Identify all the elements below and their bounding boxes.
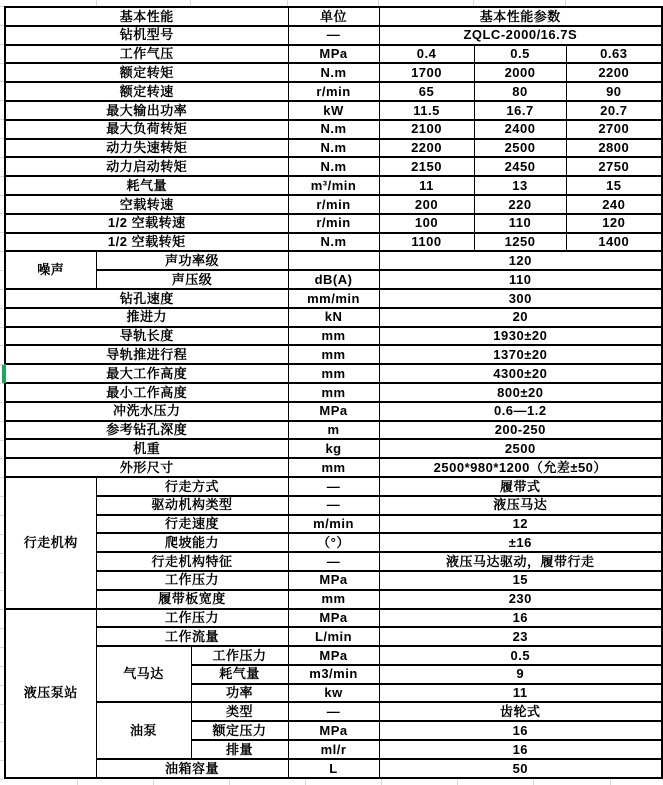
sheet-gridline xyxy=(0,458,4,459)
label-cell[interactable]: 1/2 空载转矩 xyxy=(5,233,288,252)
sheet-gridline xyxy=(0,195,4,196)
sheet-gridline xyxy=(0,176,4,177)
unit-cell[interactable]: ml/r xyxy=(288,740,379,759)
table-row xyxy=(5,233,662,252)
sheet-gridline xyxy=(565,0,566,6)
value-cell[interactable]: 0.4 xyxy=(379,45,474,64)
table-row xyxy=(5,421,662,440)
value-cell[interactable]: 80 xyxy=(474,82,566,101)
sheet-gridline xyxy=(0,779,4,780)
header-cell[interactable]: 基本性能参数 xyxy=(379,7,662,26)
sheet-gridline xyxy=(0,157,4,158)
unit-cell[interactable]: r/min xyxy=(288,195,379,214)
unit-cell[interactable]: m/min xyxy=(288,515,379,534)
sheet-gridline xyxy=(0,440,4,441)
sheet-gridline xyxy=(0,477,4,478)
table-row xyxy=(5,383,662,402)
value-cell[interactable]: 11.5 xyxy=(379,101,474,120)
sheet-gridline xyxy=(305,779,306,785)
label-cell[interactable]: 工作压力 xyxy=(191,646,288,665)
table-row xyxy=(5,590,662,609)
value-cell[interactable]: ZQLC-2000/16.7S xyxy=(379,26,662,45)
label-cell[interactable]: 工作压力 xyxy=(96,609,288,628)
section-cell[interactable]: 噪声 xyxy=(5,251,96,289)
sheet-gridline xyxy=(96,0,97,6)
unit-cell[interactable]: mm xyxy=(288,327,379,346)
sheet-gridline xyxy=(0,25,4,26)
value-cell[interactable]: 2000 xyxy=(474,63,566,82)
value-cell[interactable]: 65 xyxy=(379,82,474,101)
sheet-gridline xyxy=(378,0,379,6)
sheet-gridline xyxy=(0,383,4,384)
table-row xyxy=(5,251,662,270)
label-cell[interactable]: 导轨推进行程 xyxy=(5,345,288,364)
label-cell[interactable]: 声功率级 xyxy=(96,251,288,270)
sheet-gridline xyxy=(0,213,4,214)
section-cell[interactable]: 行走机构 xyxy=(5,477,96,609)
value-cell[interactable]: 230 xyxy=(379,590,662,609)
sheet-gridline xyxy=(0,232,4,233)
header-cell[interactable]: 单位 xyxy=(288,7,379,26)
sheet-gridline xyxy=(0,534,4,535)
value-cell[interactable]: 90 xyxy=(566,82,662,101)
value-cell[interactable]: 2100 xyxy=(379,120,474,139)
sheet-gridline xyxy=(0,647,4,648)
table-row xyxy=(5,63,662,82)
unit-cell[interactable]: N.m xyxy=(288,120,379,139)
value-cell[interactable]: 50 xyxy=(379,759,662,778)
unit-cell[interactable]: MPa xyxy=(288,402,379,421)
unit-cell[interactable]: r/min xyxy=(288,214,379,233)
value-cell[interactable]: 11 xyxy=(379,176,474,195)
value-cell[interactable]: 12 xyxy=(379,515,662,534)
value-cell[interactable]: 300 xyxy=(379,289,662,308)
value-cell[interactable]: 13 xyxy=(474,176,566,195)
unit-cell[interactable]: L xyxy=(288,759,379,778)
sheet-gridline xyxy=(381,779,382,785)
table-row xyxy=(5,289,662,308)
table-row xyxy=(5,458,662,477)
sheet-gridline xyxy=(0,685,4,686)
value-cell[interactable]: ±16 xyxy=(379,533,662,552)
value-cell[interactable]: 9 xyxy=(379,665,662,684)
value-cell[interactable]: 220 xyxy=(474,195,566,214)
value-cell[interactable]: 2150 xyxy=(379,157,474,176)
sheet-gridline xyxy=(0,722,4,723)
table-row xyxy=(5,195,662,214)
label-cell[interactable]: 额定转矩 xyxy=(5,63,288,82)
unit-cell[interactable]: MPa xyxy=(288,45,379,64)
sheet-gridline xyxy=(0,402,4,403)
table-row xyxy=(5,214,662,233)
table-row xyxy=(5,308,662,327)
table-row xyxy=(5,26,662,45)
sheet-gridline xyxy=(0,741,4,742)
value-cell[interactable]: 2750 xyxy=(566,157,662,176)
value-cell[interactable]: 2800 xyxy=(566,139,662,158)
label-cell[interactable]: 功率 xyxy=(191,684,288,703)
label-cell[interactable]: 工作压力 xyxy=(96,571,288,590)
table-row xyxy=(5,402,662,421)
unit-cell[interactable]: MPa xyxy=(288,571,379,590)
value-cell[interactable]: 2700 xyxy=(566,120,662,139)
value-cell[interactable]: 液压马达 xyxy=(379,496,662,515)
value-cell[interactable]: 1100 xyxy=(379,233,474,252)
sheet-gridline xyxy=(77,779,78,785)
sheet-gridline xyxy=(473,0,474,6)
sheet-gridline xyxy=(0,119,4,120)
value-cell[interactable]: 2200 xyxy=(379,139,474,158)
header-cell[interactable]: 基本性能 xyxy=(5,7,288,26)
sheet-gridline xyxy=(153,779,154,785)
label-cell[interactable]: 耗气量 xyxy=(5,176,288,195)
sheet-gridline xyxy=(0,345,4,346)
label-cell[interactable]: 额定转速 xyxy=(5,82,288,101)
value-cell[interactable]: 20 xyxy=(379,308,662,327)
label-cell[interactable]: 推进力 xyxy=(5,308,288,327)
value-cell[interactable]: 800±20 xyxy=(379,383,662,402)
value-cell[interactable]: 1400 xyxy=(566,233,662,252)
value-cell[interactable]: 0.5 xyxy=(474,45,566,64)
unit-cell[interactable] xyxy=(288,251,379,270)
unit-cell[interactable]: — xyxy=(288,477,379,496)
sheet-gridline xyxy=(0,515,4,516)
unit-cell[interactable]: MPa xyxy=(288,646,379,665)
selected-cell-indicator xyxy=(2,364,6,383)
sheet-gridline xyxy=(287,0,288,6)
table-row xyxy=(5,120,662,139)
sheet-gridline xyxy=(0,327,4,328)
sheet-gridline xyxy=(0,289,4,290)
sheet-gridline xyxy=(0,100,4,101)
section-cell[interactable]: 液压泵站 xyxy=(5,609,96,779)
unit-cell[interactable]: mm xyxy=(288,383,379,402)
label-cell[interactable]: 工作气压 xyxy=(5,45,288,64)
unit-cell[interactable]: kg xyxy=(288,439,379,458)
unit-cell[interactable]: N.m xyxy=(288,63,379,82)
value-cell[interactable]: 100 xyxy=(379,214,474,233)
value-cell[interactable]: 2400 xyxy=(474,120,566,139)
value-cell[interactable]: 120 xyxy=(566,214,662,233)
value-cell[interactable]: 200-250 xyxy=(379,421,662,440)
label-cell[interactable]: 动力失速转矩 xyxy=(5,139,288,158)
label-cell[interactable]: 最小工作高度 xyxy=(5,383,288,402)
value-cell[interactable]: 200 xyxy=(379,195,474,214)
unit-cell[interactable]: m xyxy=(288,421,379,440)
label-cell[interactable]: 类型 xyxy=(191,702,288,721)
sheet-gridline xyxy=(533,779,534,785)
sheet-gridline xyxy=(0,251,4,252)
value-cell[interactable]: 1930±20 xyxy=(379,327,662,346)
value-cell[interactable]: 15 xyxy=(566,176,662,195)
table-row xyxy=(5,82,662,101)
sheet-gridline xyxy=(0,553,4,554)
label-cell[interactable]: 钻孔速度 xyxy=(5,289,288,308)
value-cell[interactable]: 11 xyxy=(379,684,662,703)
value-cell[interactable]: 0.6—1.2 xyxy=(379,402,662,421)
label-cell[interactable]: 声压级 xyxy=(96,270,288,289)
label-cell[interactable]: 驱动机构类型 xyxy=(96,496,288,515)
subsection-cell[interactable]: 油泵 xyxy=(96,702,191,758)
value-cell[interactable]: 16 xyxy=(379,721,662,740)
sheet-gridline xyxy=(0,44,4,45)
sheet-gridline xyxy=(0,270,4,271)
unit-cell[interactable]: MPa xyxy=(288,609,379,628)
sheet-gridline xyxy=(0,496,4,497)
unit-cell[interactable]: mm xyxy=(288,345,379,364)
value-cell[interactable]: 16 xyxy=(379,740,662,759)
value-cell[interactable]: 1370±20 xyxy=(379,345,662,364)
table-row xyxy=(5,702,662,721)
sheet-gridline xyxy=(0,760,4,761)
unit-cell[interactable]: m³/min xyxy=(288,176,379,195)
unit-cell[interactable]: kW xyxy=(288,101,379,120)
table-row xyxy=(5,327,662,346)
table-row xyxy=(5,609,662,628)
unit-cell[interactable]: — xyxy=(288,702,379,721)
label-cell[interactable]: 履带板宽度 xyxy=(96,590,288,609)
sheet-gridline xyxy=(0,704,4,705)
label-cell[interactable]: 1/2 空载转速 xyxy=(5,214,288,233)
table-row xyxy=(5,759,662,778)
table-row xyxy=(5,439,662,458)
unit-cell[interactable]: — xyxy=(288,552,379,571)
table-row xyxy=(5,477,662,496)
unit-cell[interactable]: N.m xyxy=(288,157,379,176)
table-row xyxy=(5,101,662,120)
table-row xyxy=(5,157,662,176)
unit-cell[interactable]: L/min xyxy=(288,627,379,646)
unit-cell[interactable]: m3/min xyxy=(288,665,379,684)
sheet-gridline xyxy=(0,138,4,139)
label-cell[interactable]: 排量 xyxy=(191,740,288,759)
value-cell[interactable]: 120 xyxy=(379,251,662,270)
value-cell[interactable]: 1250 xyxy=(474,233,566,252)
label-cell[interactable]: 耗气量 xyxy=(191,665,288,684)
label-cell[interactable]: 油箱容量 xyxy=(96,759,288,778)
label-cell[interactable]: 冲洗水压力 xyxy=(5,402,288,421)
sheet-gridline xyxy=(190,0,191,6)
unit-cell[interactable]: kw xyxy=(288,684,379,703)
value-cell[interactable]: 2500 xyxy=(474,139,566,158)
table-row xyxy=(5,270,662,289)
value-cell[interactable]: 2200 xyxy=(566,63,662,82)
table-row xyxy=(5,345,662,364)
unit-cell[interactable]: mm xyxy=(288,364,379,383)
table-row xyxy=(5,364,662,383)
label-cell[interactable]: 最大负荷转矩 xyxy=(5,120,288,139)
label-cell[interactable]: 最大输出功率 xyxy=(5,101,288,120)
value-cell[interactable]: 16 xyxy=(379,609,662,628)
sheet-gridline xyxy=(229,779,230,785)
unit-cell[interactable]: — xyxy=(288,26,379,45)
subsection-cell[interactable]: 气马达 xyxy=(96,646,191,702)
unit-cell[interactable]: — xyxy=(288,496,379,515)
unit-cell[interactable]: N.m xyxy=(288,139,379,158)
unit-cell[interactable]: r/min xyxy=(288,82,379,101)
value-cell[interactable]: 23 xyxy=(379,627,662,646)
table-row xyxy=(5,496,662,515)
value-cell[interactable]: 110 xyxy=(474,214,566,233)
sheet-gridline xyxy=(610,779,611,785)
label-cell[interactable]: 动力启动转矩 xyxy=(5,157,288,176)
value-cell[interactable]: 0.5 xyxy=(379,646,662,665)
table-row xyxy=(5,45,662,64)
label-cell[interactable]: 导轨长度 xyxy=(5,327,288,346)
label-cell[interactable]: 行走机构特征 xyxy=(96,552,288,571)
spec-table xyxy=(4,6,663,779)
label-cell[interactable]: 机重 xyxy=(5,439,288,458)
label-cell[interactable]: 行走方式 xyxy=(96,477,288,496)
sheet-gridline xyxy=(0,308,4,309)
label-cell[interactable]: 钻机型号 xyxy=(5,26,288,45)
value-cell[interactable]: 0.63 xyxy=(566,45,662,64)
label-cell[interactable]: 爬坡能力 xyxy=(96,533,288,552)
unit-cell[interactable]: N.m xyxy=(288,233,379,252)
unit-cell[interactable]: mm xyxy=(288,590,379,609)
table-row xyxy=(5,646,662,665)
value-cell[interactable]: 履带式 xyxy=(379,477,662,496)
unit-cell[interactable]: dB(A) xyxy=(288,270,379,289)
table-row xyxy=(5,627,662,646)
value-cell[interactable]: 2500*980*1200（允差±50） xyxy=(379,458,662,477)
sheet-gridline xyxy=(0,666,4,667)
sheet-gridline xyxy=(0,590,4,591)
sheet-gridline xyxy=(0,6,4,7)
unit-cell[interactable]: mm xyxy=(288,458,379,477)
sheet-gridline xyxy=(0,63,4,64)
sheet-gridline xyxy=(0,609,4,610)
unit-cell[interactable]: kN xyxy=(288,308,379,327)
sheet-gridline xyxy=(0,364,4,365)
sheet-gridline xyxy=(0,421,4,422)
table-row xyxy=(5,552,662,571)
label-cell[interactable]: 行走速度 xyxy=(96,515,288,534)
table-row xyxy=(5,176,662,195)
sheet-gridline xyxy=(0,572,4,573)
sheet-gridline xyxy=(0,81,4,82)
value-cell[interactable]: 2450 xyxy=(474,157,566,176)
unit-cell[interactable]: （°） xyxy=(288,533,379,552)
table-row xyxy=(5,139,662,158)
value-cell[interactable]: 1700 xyxy=(379,63,474,82)
unit-cell[interactable]: mm/min xyxy=(288,289,379,308)
table-row xyxy=(5,571,662,590)
value-cell[interactable]: 4300±20 xyxy=(379,364,662,383)
sheet-gridline xyxy=(457,779,458,785)
label-cell[interactable]: 空载转速 xyxy=(5,195,288,214)
label-cell[interactable]: 工作流量 xyxy=(96,627,288,646)
value-cell[interactable]: 110 xyxy=(379,270,662,289)
value-cell[interactable]: 16.7 xyxy=(474,101,566,120)
label-cell[interactable]: 额定压力 xyxy=(191,721,288,740)
table-row xyxy=(5,7,662,26)
value-cell[interactable]: 15 xyxy=(379,571,662,590)
value-cell[interactable]: 齿轮式 xyxy=(379,702,662,721)
sheet-gridline xyxy=(0,628,4,629)
value-cell[interactable]: 20.7 xyxy=(566,101,662,120)
value-cell[interactable]: 液压马达驱动，履带行走 xyxy=(379,552,662,571)
unit-cell[interactable]: MPa xyxy=(288,721,379,740)
label-cell[interactable]: 参考钻孔深度 xyxy=(5,421,288,440)
label-cell[interactable]: 最大工作高度 xyxy=(5,364,288,383)
value-cell[interactable]: 2500 xyxy=(379,439,662,458)
label-cell[interactable]: 外形尺寸 xyxy=(5,458,288,477)
table-row xyxy=(5,533,662,552)
value-cell[interactable]: 240 xyxy=(566,195,662,214)
table-row xyxy=(5,515,662,534)
